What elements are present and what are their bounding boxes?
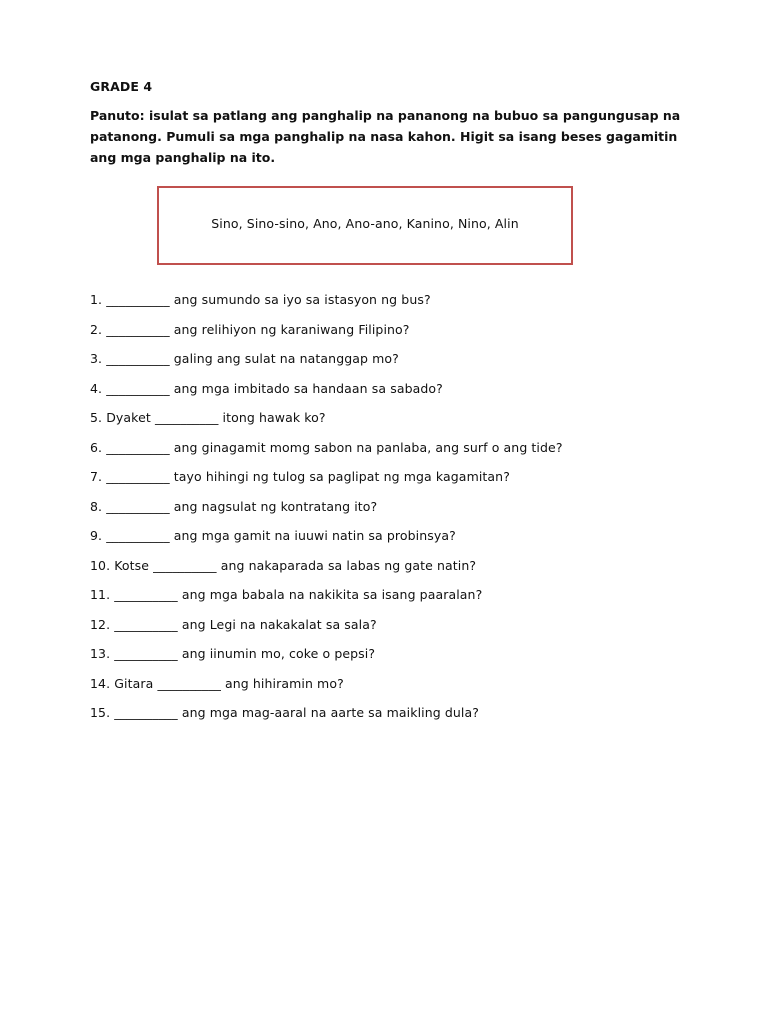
question-item: 11. __________ ang mga babala na nakikita sa isang paaralan?	[90, 587, 483, 602]
instructions-text: Panuto: isulat sa patlang ang panghalip na pananong na bubuo sa pangungusap na patanong. Pumuli sa mga panghalip na nasa kahon. Higit sa isang beses gagamitin ang mga panghalip na ito.	[90, 108, 681, 165]
question-item: 10. Kotse __________ ang nakaparada sa labas ng gate natin?	[90, 557, 477, 573]
question-item: 2. __________ ang relihiyon ng karaniwang Filipino?	[90, 321, 410, 337]
question-item: 12. __________ ang Legi na nakakalat sa sala?	[90, 616, 377, 632]
grade-heading: GRADE 4	[90, 79, 153, 94]
question-item: 5. Dyaket __________ itong hawak ko?	[90, 410, 326, 425]
question-item: 9. __________ ang mga gamit na iuuwi natin sa probinsya?	[90, 528, 456, 543]
question-item: 7. __________ tayo hihingi ng tulog sa paglipat ng mga kagamitan?	[90, 469, 510, 484]
question-item: 14. Gitara __________ ang hihiramin mo?	[90, 675, 344, 691]
pronoun-list: Sino, Sino-sino, Ano, Ano-ano, Kanino, Nino, Alin	[211, 216, 519, 231]
pronoun-word-box	[157, 186, 573, 265]
question-item: 15. __________ ang mga mag-aaral na aarte sa maikling dula?	[90, 705, 479, 720]
question-item: 4. __________ ang mga imbitado sa handaan sa sabado?	[90, 380, 443, 396]
question-item: 3. __________ galing ang sulat na natanggap mo?	[90, 351, 399, 366]
question-item: 8. __________ ang nagsulat ng kontratang ito?	[90, 498, 378, 514]
question-list	[90, 291, 710, 734]
question-item: 1. __________ ang sumundo sa iyo sa istasyon ng bus?	[90, 292, 431, 307]
question-item: 13. __________ ang iinumin mo, coke o pepsi?	[90, 646, 376, 661]
question-item: 6. __________ ang ginagamit momg sabon na panlaba, ang surf o ang tide?	[90, 439, 563, 455]
